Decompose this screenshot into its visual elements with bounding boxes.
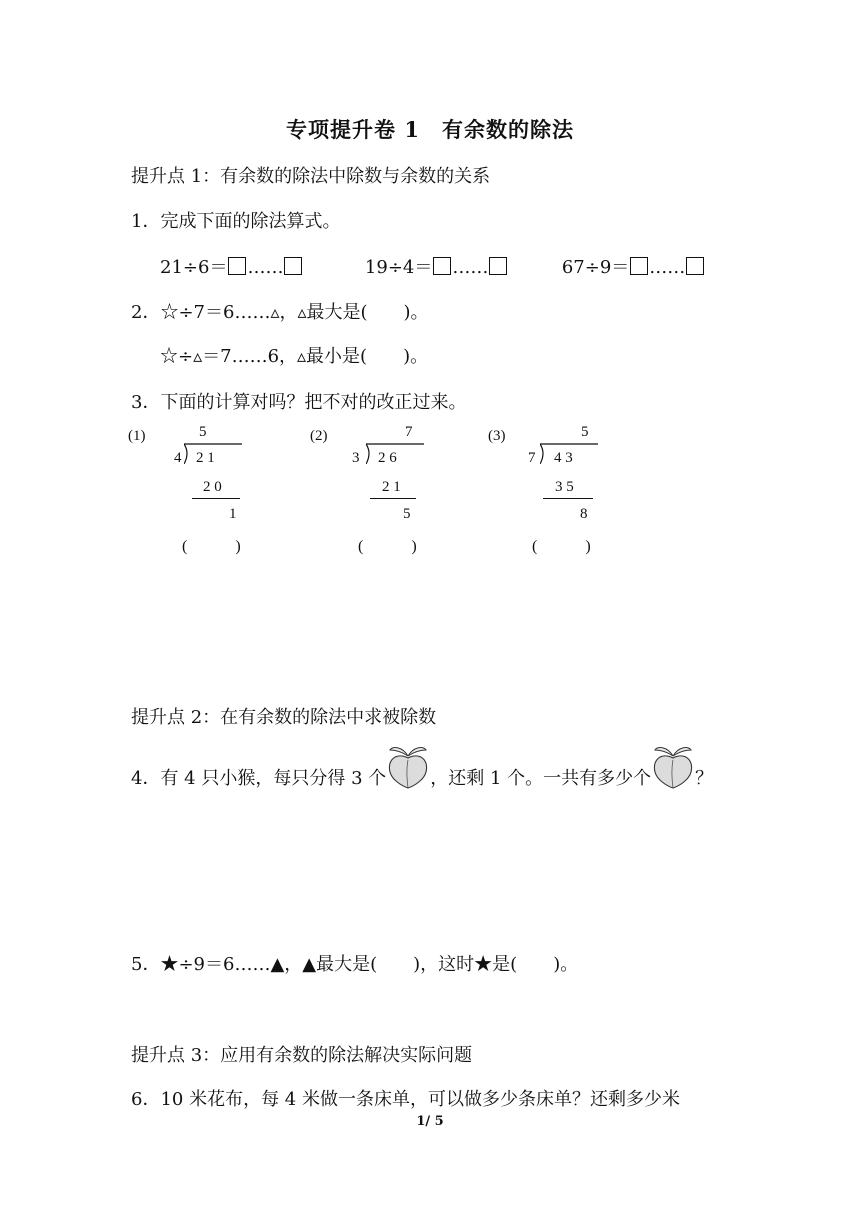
long-division-1: (1) 5 4 2 1 2 0 1 ( ): [128, 424, 268, 564]
expr-2: 19÷4＝ ……: [365, 257, 508, 278]
section-heading-1: 提升点 1：有余数的除法中除数与余数的关系: [131, 166, 491, 187]
long-division-3: (3) 5 7 4 3 3 5 8 ( ): [488, 424, 628, 564]
answer-box[interactable]: [433, 257, 451, 275]
page-number: 1/ 5: [416, 1114, 444, 1129]
page-title: 专项提升卷 1 有余数的除法: [286, 117, 574, 142]
answer-box[interactable]: [284, 257, 302, 275]
question-6: 6．10 米花布，每 4 米做一条床单，可以做多少条床单？还剩多少米: [131, 1089, 680, 1110]
question-1-expressions: [160, 253, 705, 279]
expr-3: 67÷9＝ ……: [562, 257, 705, 278]
question-5: 5．★÷9＝6……▲，▲最大是( )，这时★是( )。: [131, 954, 579, 975]
answer-parentheses[interactable]: ( ): [182, 538, 241, 555]
answer-box[interactable]: [228, 257, 246, 275]
section-heading-3: 提升点 3：应用有余数的除法解决实际问题: [131, 1045, 473, 1066]
question-3-text: 3．下面的计算对吗？把不对的改正过来。: [131, 392, 467, 413]
answer-box[interactable]: [489, 257, 507, 275]
answer-box[interactable]: [630, 257, 648, 275]
expr-1: 21÷6＝ ……: [160, 257, 303, 278]
question-2-line-1: 2．☆÷7＝6……▵，▵最大是( )。: [131, 302, 429, 323]
long-division-2: (2) 7 3 2 6 2 1 5 ( ): [310, 424, 450, 564]
question-4: 4．有 4 只小猴，每只分得 3 个 ，还剩 1 个。一共有多少个 ？: [131, 744, 713, 814]
question-1-text: 1．完成下面的除法算式。: [131, 211, 341, 232]
peach-icon: [651, 744, 695, 814]
question-2-line-2: ☆÷▵＝7……6，▵最小是( )。: [160, 346, 429, 367]
peach-icon: [386, 744, 430, 814]
answer-parentheses[interactable]: ( ): [532, 538, 591, 555]
answer-box[interactable]: [686, 257, 704, 275]
answer-parentheses[interactable]: ( ): [358, 538, 417, 555]
section-heading-2: 提升点 2：在有余数的除法中求被除数: [131, 707, 437, 728]
